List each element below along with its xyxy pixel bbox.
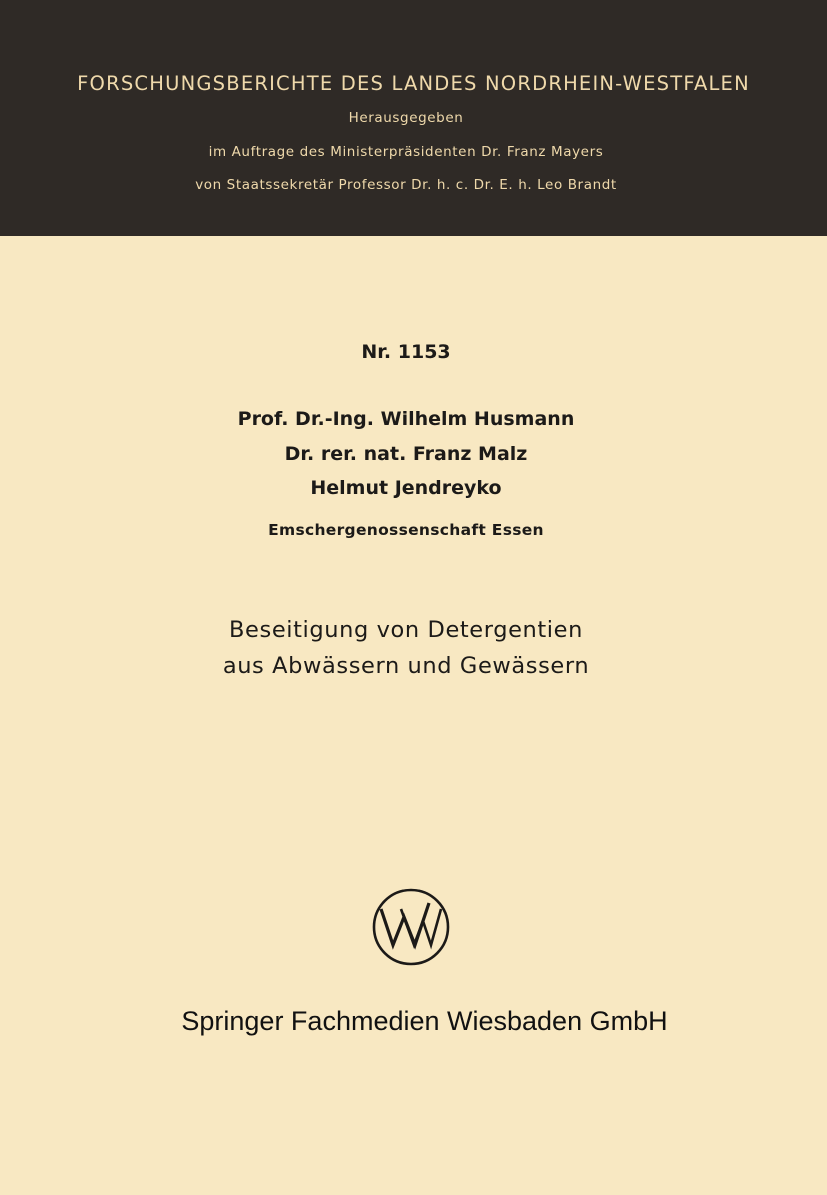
book-title-line-1: Beseitigung von Detergentien bbox=[229, 617, 583, 643]
book-title-line-2: aus Abwässern und Gewässern bbox=[222, 653, 590, 679]
header-editor: von Staatssekretär Professor Dr. h. c. Dr. E. h. Leo Brandt bbox=[195, 177, 617, 193]
ww-circle-logo-icon bbox=[371, 887, 451, 967]
author-2: Dr. rer. nat. Franz Malz bbox=[284, 443, 528, 465]
series-title: FORSCHUNGSBERICHTE DES LANDES NORDRHEIN-WESTFALEN bbox=[77, 72, 750, 95]
report-number: Nr. 1153 bbox=[361, 341, 451, 363]
header-edited-by: Herausgegeben bbox=[348, 110, 464, 126]
publisher-name: Springer Fachmedien Wiesbaden GmbH bbox=[181, 1006, 668, 1036]
author-3: Helmut Jendreyko bbox=[310, 477, 502, 499]
institution: Emschergenossenschaft Essen bbox=[268, 521, 544, 539]
header-band bbox=[0, 0, 827, 236]
header-commissioned-by: im Auftrage des Ministerpräsidenten Dr. Franz Mayers bbox=[208, 144, 604, 160]
author-1: Prof. Dr.-Ing. Wilhelm Husmann bbox=[237, 408, 575, 430]
